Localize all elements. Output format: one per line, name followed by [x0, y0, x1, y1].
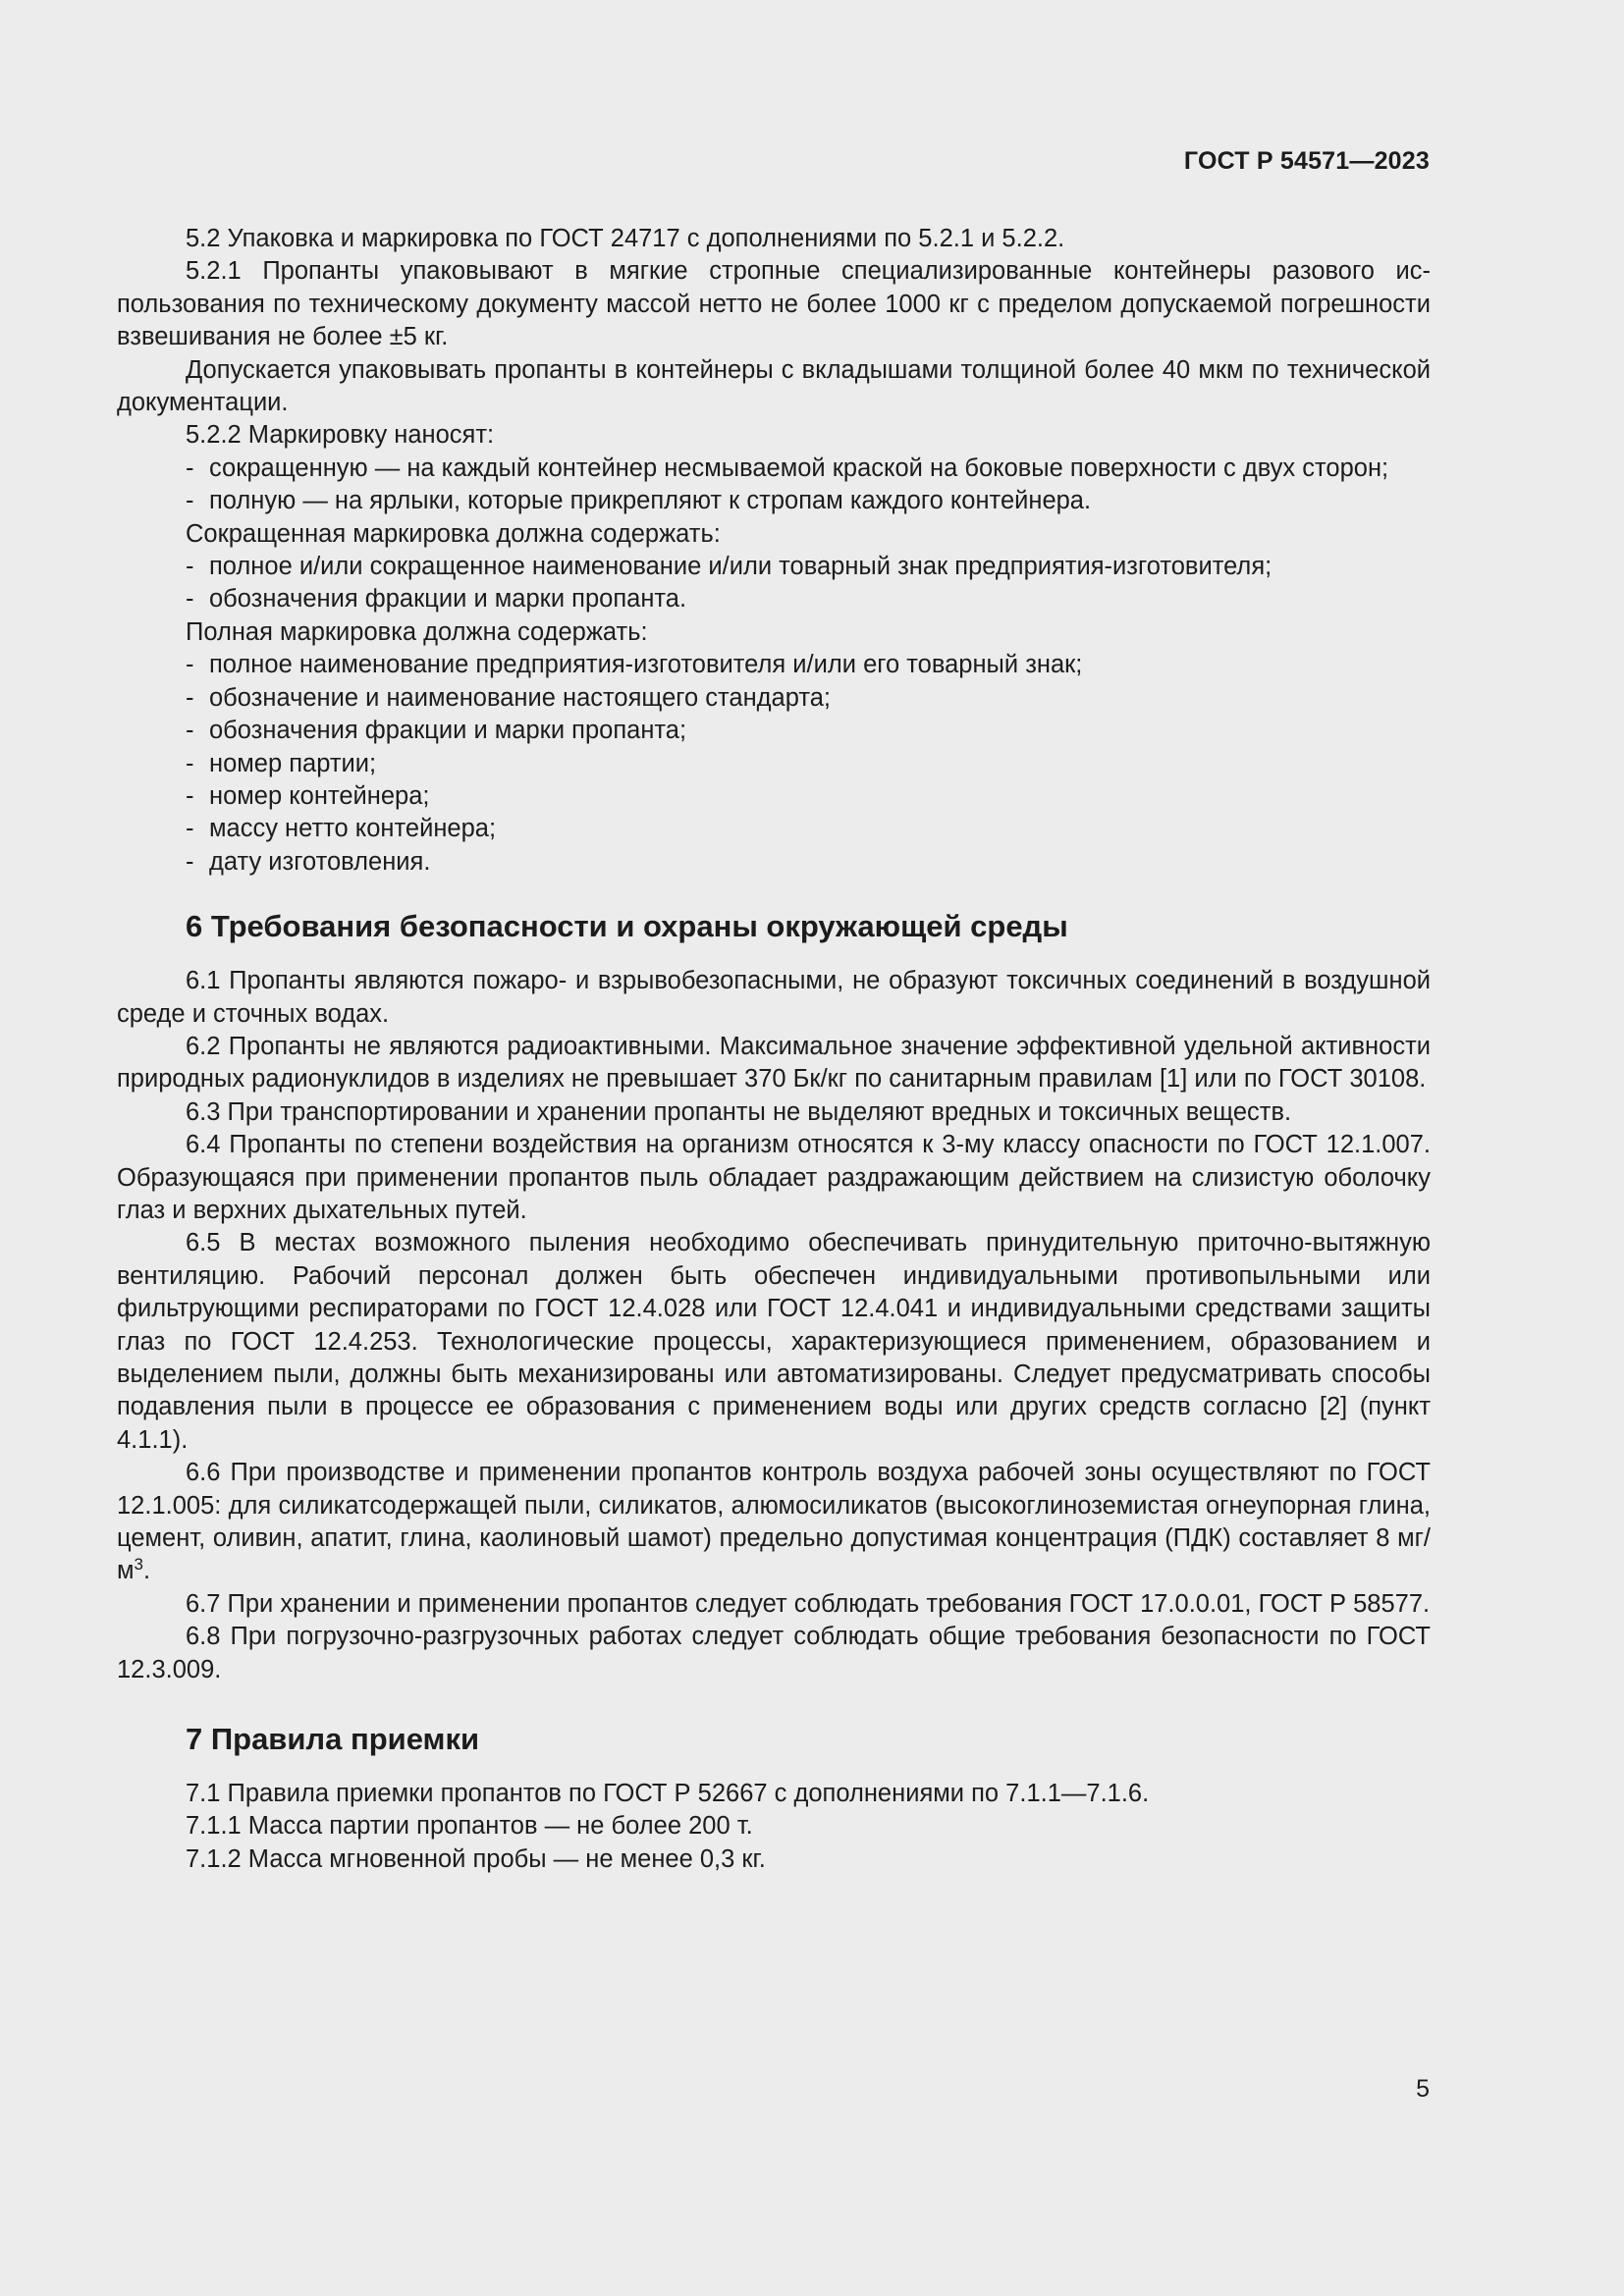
list-item: - полное наименование предприятия-изготовителя и/или его товарный знак;: [117, 649, 1431, 681]
paragraph-7-1-2: 7.1.2 Масса мгновенной пробы — не менее 0,3 кг.: [186, 1844, 766, 1873]
paragraph-7-1: 7.1 Правила приемки пропантов по ГОСТ Р 52667 с дополнениями по 7.1.1—7.1.6.: [186, 1780, 1150, 1808]
section-7-heading: 7 Правила приемки: [186, 1722, 480, 1757]
list-dash: -: [186, 651, 194, 679]
list-dash: -: [186, 815, 194, 843]
list-item: - обозначения фракции и марки пропанта.: [117, 583, 1431, 615]
paragraph-packaging-allowed: Допускается упаковывать пропанты в контейнеры с вкладышами толщиной более 40 мкм по технической документации.: [117, 355, 1431, 417]
list-item: - номер контейнера;: [117, 780, 1431, 813]
list-item: - обозначение и наименование настоящего стандарта;: [117, 682, 1431, 715]
paragraph-5-2-1: 5.2.1 Пропанты упаковывают в мягкие стропные специализированные контейнеры разового использования по техническому документу массой нетто не более 1000 кг с пределом допускаемой погрешности взвешивания не более ±5 кг.: [117, 257, 1431, 351]
document-code-header: ГОСТ Р 54571—2023: [1183, 147, 1430, 175]
list-item: - сокращенную — на каждый контейнер несмываемой краской на боковые поверхности с двух сторон;: [117, 453, 1431, 485]
paragraph-6-8: 6.8 При погрузочно-разгрузочных работах следует соблюдать общие требования безопасности по ГОСТ 12.3.009.: [117, 1623, 1431, 1683]
paragraph-6-4: 6.4 Пропанты по степени воздействия на организм относятся к 3-му классу опасности по ГОСТ 12.1.007. Образующаяся при применении пропантов пыль обладает раздражающим действием на слизистую оболочку глаз и верхних дыхательных путей.: [117, 1131, 1431, 1224]
superscript-cubed: 3: [134, 1555, 143, 1575]
list-dash: -: [186, 717, 194, 745]
paragraph-6-3: 6.3 При транспортировании и хранении пропанты не выделяют вредных и токсичных веществ.: [186, 1097, 1292, 1126]
list-dash: -: [186, 749, 194, 777]
list-dash: -: [186, 487, 194, 515]
paragraph-5-2-2: 5.2.2 Маркировку наносят:: [186, 421, 495, 450]
list-dash: -: [186, 847, 194, 876]
paragraph-6-2: 6.2 Пропанты не являются радиоактивными. Максимальное значение эффективной удельной активности природных радионуклидов в изделиях не превышает 370 Бк/кг по санитарным правилам [1] или по ГОСТ 30108.: [117, 1032, 1431, 1094]
page-number: 5: [1416, 2075, 1430, 2103]
list-item: - дату изготовления.: [117, 846, 1431, 879]
list-dash: -: [186, 683, 194, 712]
list-item: - полное и/или сокращенное наименование и/или товарный знак предприятия-изготовителя;: [117, 551, 1431, 583]
paragraph-6-6: 6.6 При производстве и применении пропантов контроль воздуха рабочей зоны осуществляют по ГОСТ 12.1.005: для силикатсодержащей пыли, силикатов, алюмосиликатов (высокоглиноземистая огнеупорная глина, цемент, оливин, апатит, глина, каолиновый шамот) предельно допустимая концентрация (ПДК) составляет 8 $мг/м^3$.: [117, 1459, 1431, 1585]
list-dash: -: [186, 781, 194, 810]
paragraph-6-5: 6.5 В местах возможного пыления необходимо обеспечивать принудительную приточно-вытяжную вентиляцию. Рабочий персонал должен быть обеспечен индивидуальными противопыльными или фильтрующими респираторами по ГОСТ 12.4.028 или ГОСТ 12.4.041 и индивидуальными средствами защиты глаз по ГОСТ 12.4.253. Технологические процессы, характеризующиеся применением, образованием и выделением пыли, должны быть механизированы или автоматизированы. Следует предусматривать способы подавления пыли в процессе ее образования с применением воды или других средств согласно [2] (пункт 4.1.1).: [117, 1229, 1431, 1454]
paragraph-6-1: 6.1 Пропанты являются пожаро- и взрывобезопасными, не образуют токсичных соединений в воздушной среде и сточных водах.: [117, 967, 1431, 1028]
paragraph-5-2: 5.2 Упаковка и маркировка по ГОСТ 24717 с дополнениями по 5.2.1 и 5.2.2.: [186, 225, 1065, 252]
list-item: - массу нетто контейнера;: [117, 813, 1431, 845]
paragraph-short-marking-intro: Сокращенная маркировка должна содержать:: [186, 519, 721, 548]
list-item: - полную — на ярлыки, которые прикрепляют к стропам каждого контейнера.: [117, 485, 1431, 517]
list-item: - номер партии;: [117, 748, 1431, 780]
paragraph-full-marking-intro: Полная маркировка должна содержать:: [186, 617, 648, 646]
paragraph-6-7: 6.7 При хранении и применении пропантов следует соблюдать требования ГОСТ 17.0.0.01, ГОСТ Р 58577.: [186, 1589, 1431, 1618]
list-item: - обозначения фракции и марки пропанта;: [117, 715, 1431, 747]
paragraph-7-1-1: 7.1.1 Масса партии пропантов — не более 200 т.: [186, 1812, 753, 1841]
document-body: [117, 223, 1431, 1876]
section-6-heading: 6 Требования безопасности и охраны окружающей среды: [186, 909, 1068, 944]
list-dash: -: [186, 585, 194, 614]
list-dash: -: [186, 553, 194, 581]
list-dash: -: [186, 454, 194, 482]
